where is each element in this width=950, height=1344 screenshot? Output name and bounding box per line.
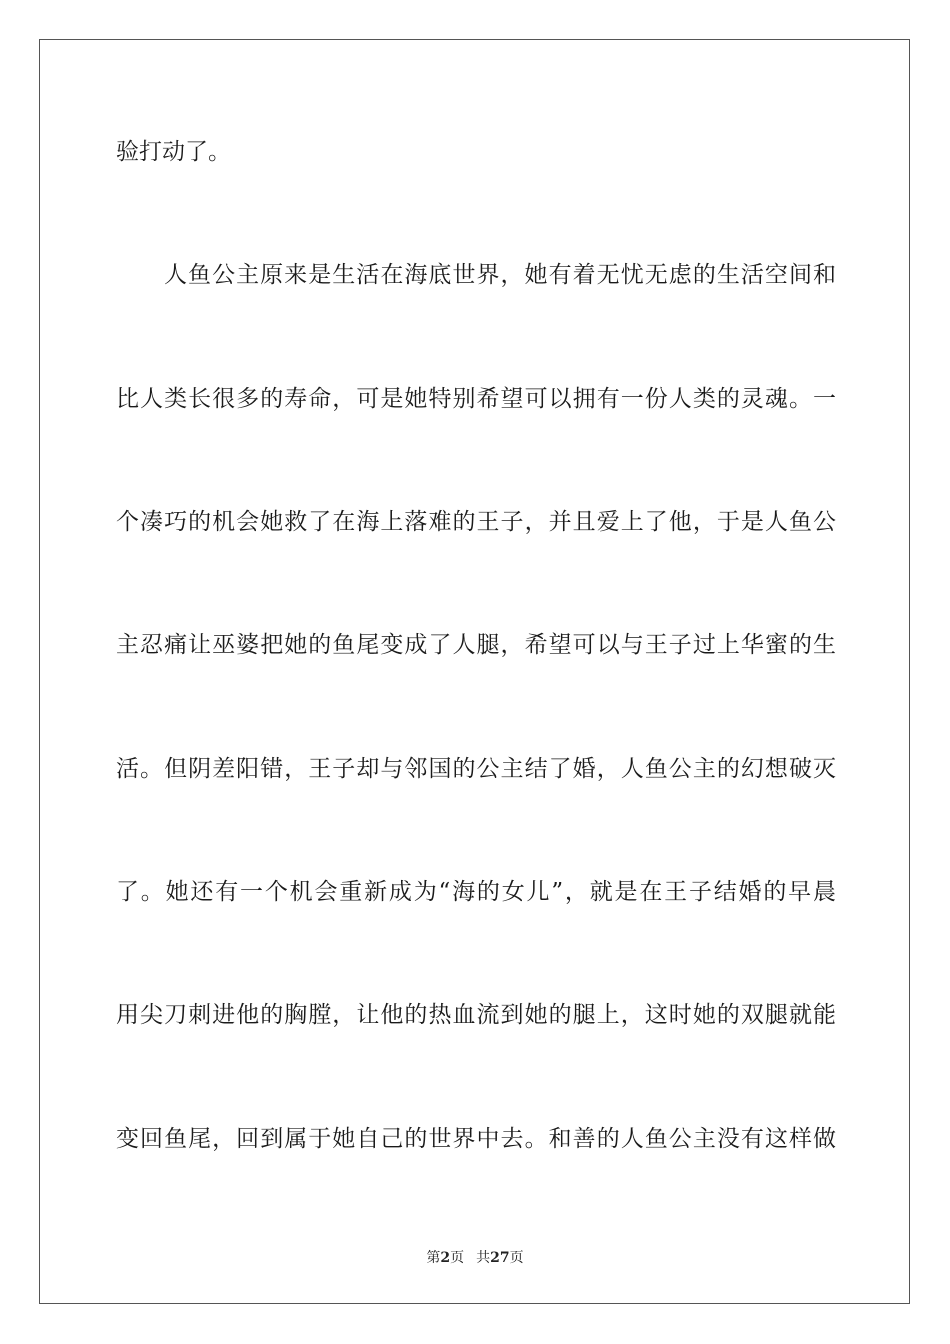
text-line-7: 了。她还有一个机会重新成为“海的女儿”，就是在王子结婚的早晨: [116, 879, 836, 905]
page-prefix: 第: [426, 1250, 441, 1266]
text-line-6: 活。但阴差阳错，王子却与邻国的公主结了婚，人鱼公主的幻想破灭: [116, 756, 836, 782]
page-footer: [0, 1247, 950, 1267]
text-line-2: 人鱼公主原来是生活在海底世界，她有着无忧无虑的生活空间和: [164, 262, 836, 288]
total-pages: 27: [490, 1250, 510, 1266]
text-line-5: 主忍痛让巫婆把她的鱼尾变成了人腿，希望可以与王子过上华蜜的生: [116, 632, 836, 658]
text-line-1: 验打动了。: [116, 139, 231, 165]
total-prefix: 共: [476, 1250, 491, 1266]
page-number: 2: [440, 1250, 451, 1266]
text-line-9: 变回鱼尾，回到属于她自己的世界中去。和善的人鱼公主没有这样做: [116, 1126, 836, 1152]
text-line-3: 比人类长很多的寿命，可是她特别希望可以拥有一份人类的灵魂。一: [116, 386, 836, 412]
text-line-4: 个凑巧的机会她救了在海上落难的王子，并且爱上了他，于是人鱼公: [116, 509, 836, 535]
total-suffix: 页: [509, 1250, 524, 1266]
text-line-8: 用尖刀刺进他的胸膛，让他的热血流到她的腿上，这时她的双腿就能: [116, 1002, 836, 1028]
page-border: [39, 39, 910, 1304]
page-suffix: 页: [450, 1250, 465, 1266]
